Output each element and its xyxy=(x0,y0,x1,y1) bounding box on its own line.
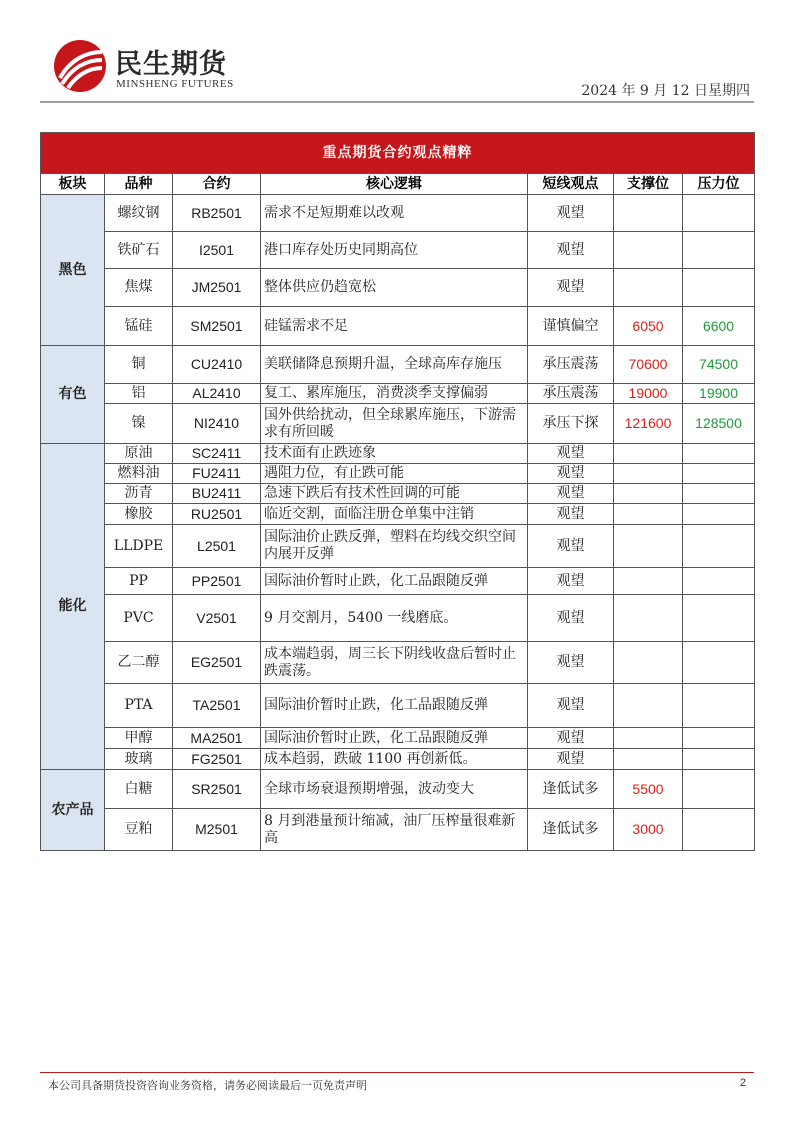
resistance-cell xyxy=(683,484,755,504)
contract-cell: EG2501 xyxy=(173,642,261,684)
support-cell xyxy=(614,684,683,728)
contract-cell: SM2501 xyxy=(173,307,261,346)
logic-cell: 9 月交割月，5400 一线磨底。 xyxy=(261,595,528,642)
view-cell: 观望 xyxy=(528,728,614,749)
brand-name-cn: 民生期货 xyxy=(115,49,227,80)
support-cell xyxy=(614,464,683,484)
table-row xyxy=(41,232,755,269)
product-cell: 橡胶 xyxy=(105,504,173,525)
resistance-cell xyxy=(683,770,755,809)
logic-cell: 复工、累库施压，消费淡季支撑偏弱 xyxy=(261,384,528,404)
table-row xyxy=(41,749,755,770)
product-cell: 铜 xyxy=(105,346,173,384)
contract-cell: SC2411 xyxy=(173,444,261,464)
support-cell xyxy=(614,595,683,642)
support-cell: 70600 xyxy=(614,346,683,384)
view-cell: 观望 xyxy=(528,684,614,728)
contract-cell: RU2501 xyxy=(173,504,261,525)
table-row xyxy=(41,307,755,346)
table-row xyxy=(41,504,755,525)
logic-cell: 国际油价暂时止跌，化工品跟随反弹 xyxy=(261,684,528,728)
table-row xyxy=(41,525,755,568)
footer-disclaimer: 本公司具备期货投资咨询业务资格，请务必阅读最后一页免责声明 xyxy=(48,1079,367,1092)
product-cell: 甲醇 xyxy=(105,728,173,749)
view-cell: 观望 xyxy=(528,444,614,464)
resistance-cell: 6600 xyxy=(683,307,755,346)
resistance-cell xyxy=(683,749,755,770)
contract-cell: NI2410 xyxy=(173,404,261,444)
support-cell xyxy=(614,269,683,307)
footer-divider xyxy=(40,1072,754,1073)
contract-cell: JM2501 xyxy=(173,269,261,307)
product-cell: PP xyxy=(105,568,173,595)
view-cell: 观望 xyxy=(528,525,614,568)
minsheng-logo-icon xyxy=(52,38,108,94)
product-cell: 螺纹钢 xyxy=(105,195,173,232)
logic-cell: 成本趋弱，跌破 1100 再创新低。 xyxy=(261,749,528,770)
product-cell: 玻璃 xyxy=(105,749,173,770)
product-cell: 豆粕 xyxy=(105,809,173,851)
contract-cell: L2501 xyxy=(173,525,261,568)
view-cell: 观望 xyxy=(528,232,614,269)
support-cell xyxy=(614,525,683,568)
logic-cell: 急速下跌后有技术性回调的可能 xyxy=(261,484,528,504)
product-cell: 焦煤 xyxy=(105,269,173,307)
table-row xyxy=(41,464,755,484)
logic-cell: 整体供应仍趋宽松 xyxy=(261,269,528,307)
product-cell: 铁矿石 xyxy=(105,232,173,269)
logic-cell: 国外供给扰动，但全球累库施压，下游需求有所回暖 xyxy=(261,404,528,444)
product-cell: 白糖 xyxy=(105,770,173,809)
contract-cell: CU2410 xyxy=(173,346,261,384)
contract-cell: PP2501 xyxy=(173,568,261,595)
support-cell: 19000 xyxy=(614,384,683,404)
logic-cell: 需求不足短期难以改观 xyxy=(261,195,528,232)
resistance-cell xyxy=(683,444,755,464)
view-cell: 观望 xyxy=(528,269,614,307)
support-cell: 121600 xyxy=(614,404,683,444)
table-row xyxy=(41,770,755,809)
view-cell: 承压震荡 xyxy=(528,384,614,404)
logic-cell: 全球市场衰退预期增强，波动变大 xyxy=(261,770,528,809)
table-row xyxy=(41,568,755,595)
logic-cell: 技术面有止跌迹象 xyxy=(261,444,528,464)
column-header: 核心逻辑 xyxy=(261,174,528,195)
resistance-cell: 19900 xyxy=(683,384,755,404)
view-cell: 观望 xyxy=(528,595,614,642)
contract-cell: I2501 xyxy=(173,232,261,269)
product-cell: 原油 xyxy=(105,444,173,464)
contract-cell: V2501 xyxy=(173,595,261,642)
resistance-cell xyxy=(683,464,755,484)
sector-cell: 能化 xyxy=(41,444,105,770)
product-cell: LLDPE xyxy=(105,525,173,568)
resistance-cell xyxy=(683,525,755,568)
table-row xyxy=(41,195,755,232)
table-row xyxy=(41,728,755,749)
product-cell: 燃料油 xyxy=(105,464,173,484)
logic-cell: 美联储降息预期升温，全球高库存施压 xyxy=(261,346,528,384)
logic-cell: 遇阻力位，有止跌可能 xyxy=(261,464,528,484)
product-cell: PTA xyxy=(105,684,173,728)
logic-cell: 8 月到港量预计缩减，油厂压榨量很难新高 xyxy=(261,809,528,851)
product-cell: 乙二醇 xyxy=(105,642,173,684)
contract-cell: M2501 xyxy=(173,809,261,851)
view-cell: 谨慎偏空 xyxy=(528,307,614,346)
resistance-cell xyxy=(683,232,755,269)
sector-cell: 有色 xyxy=(41,346,105,444)
support-cell xyxy=(614,642,683,684)
view-cell: 观望 xyxy=(528,464,614,484)
support-cell xyxy=(614,484,683,504)
support-cell xyxy=(614,444,683,464)
view-cell: 观望 xyxy=(528,749,614,770)
brand-name-en: MINSHENG FUTURES xyxy=(116,78,234,90)
table-row xyxy=(41,809,755,851)
column-header: 板块 xyxy=(41,174,105,195)
view-cell: 观望 xyxy=(528,484,614,504)
table-row xyxy=(41,444,755,464)
contract-cell: MA2501 xyxy=(173,728,261,749)
contract-cell: RB2501 xyxy=(173,195,261,232)
contract-cell: BU2411 xyxy=(173,484,261,504)
table-row xyxy=(41,684,755,728)
support-cell xyxy=(614,195,683,232)
column-header: 短线观点 xyxy=(528,174,614,195)
resistance-cell: 128500 xyxy=(683,404,755,444)
contract-cell: SR2501 xyxy=(173,770,261,809)
logic-cell: 国际油价暂时止跌，化工品跟随反弹 xyxy=(261,568,528,595)
futures-views-table xyxy=(40,132,755,851)
sector-cell: 农产品 xyxy=(41,770,105,851)
product-cell: 锰硅 xyxy=(105,307,173,346)
table-row xyxy=(41,346,755,384)
resistance-cell xyxy=(683,642,755,684)
table-row xyxy=(41,404,755,444)
column-header: 合约 xyxy=(173,174,261,195)
contract-cell: AL2410 xyxy=(173,384,261,404)
report-date: 2024 年 9 月 12 日星期四 xyxy=(581,83,750,99)
view-cell: 逢低试多 xyxy=(528,809,614,851)
table-row xyxy=(41,384,755,404)
resistance-cell xyxy=(683,568,755,595)
view-cell: 观望 xyxy=(528,504,614,525)
logic-cell: 国际油价止跌反弹，塑料在均线交织空间内展开反弹 xyxy=(261,525,528,568)
resistance-cell xyxy=(683,684,755,728)
page-number: 2 xyxy=(739,1077,746,1089)
support-cell xyxy=(614,504,683,525)
contract-cell: FU2411 xyxy=(173,464,261,484)
view-cell: 逢低试多 xyxy=(528,770,614,809)
product-cell: 铝 xyxy=(105,384,173,404)
logic-cell: 临近交割，面临注册仓单集中注销 xyxy=(261,504,528,525)
resistance-cell xyxy=(683,595,755,642)
resistance-cell xyxy=(683,269,755,307)
column-header: 品种 xyxy=(105,174,173,195)
column-header: 支撑位 xyxy=(614,174,683,195)
table-title: 重点期货合约观点精粹 xyxy=(41,133,755,174)
view-cell: 观望 xyxy=(528,642,614,684)
support-cell xyxy=(614,728,683,749)
contract-cell: FG2501 xyxy=(173,749,261,770)
support-cell xyxy=(614,749,683,770)
table-row xyxy=(41,595,755,642)
resistance-cell xyxy=(683,809,755,851)
table-row xyxy=(41,642,755,684)
page-header xyxy=(40,36,754,102)
header-divider xyxy=(40,101,754,103)
logic-cell: 国际油价暂时止跌，化工品跟随反弹 xyxy=(261,728,528,749)
product-cell: PVC xyxy=(105,595,173,642)
logic-cell: 成本端趋弱，周三长下阴线收盘后暂时止跌震荡。 xyxy=(261,642,528,684)
resistance-cell xyxy=(683,504,755,525)
resistance-cell: 74500 xyxy=(683,346,755,384)
support-cell: 5500 xyxy=(614,770,683,809)
table-row xyxy=(41,484,755,504)
logic-cell: 硅锰需求不足 xyxy=(261,307,528,346)
column-header: 压力位 xyxy=(683,174,755,195)
sector-cell: 黑色 xyxy=(41,195,105,346)
logic-cell: 港口库存处历史同期高位 xyxy=(261,232,528,269)
support-cell: 6050 xyxy=(614,307,683,346)
support-cell xyxy=(614,568,683,595)
support-cell: 3000 xyxy=(614,809,683,851)
table-row xyxy=(41,269,755,307)
contract-cell: TA2501 xyxy=(173,684,261,728)
resistance-cell xyxy=(683,195,755,232)
view-cell: 观望 xyxy=(528,195,614,232)
product-cell: 沥青 xyxy=(105,484,173,504)
view-cell: 承压震荡 xyxy=(528,346,614,384)
view-cell: 承压下探 xyxy=(528,404,614,444)
product-cell: 镍 xyxy=(105,404,173,444)
view-cell: 观望 xyxy=(528,568,614,595)
resistance-cell xyxy=(683,728,755,749)
support-cell xyxy=(614,232,683,269)
